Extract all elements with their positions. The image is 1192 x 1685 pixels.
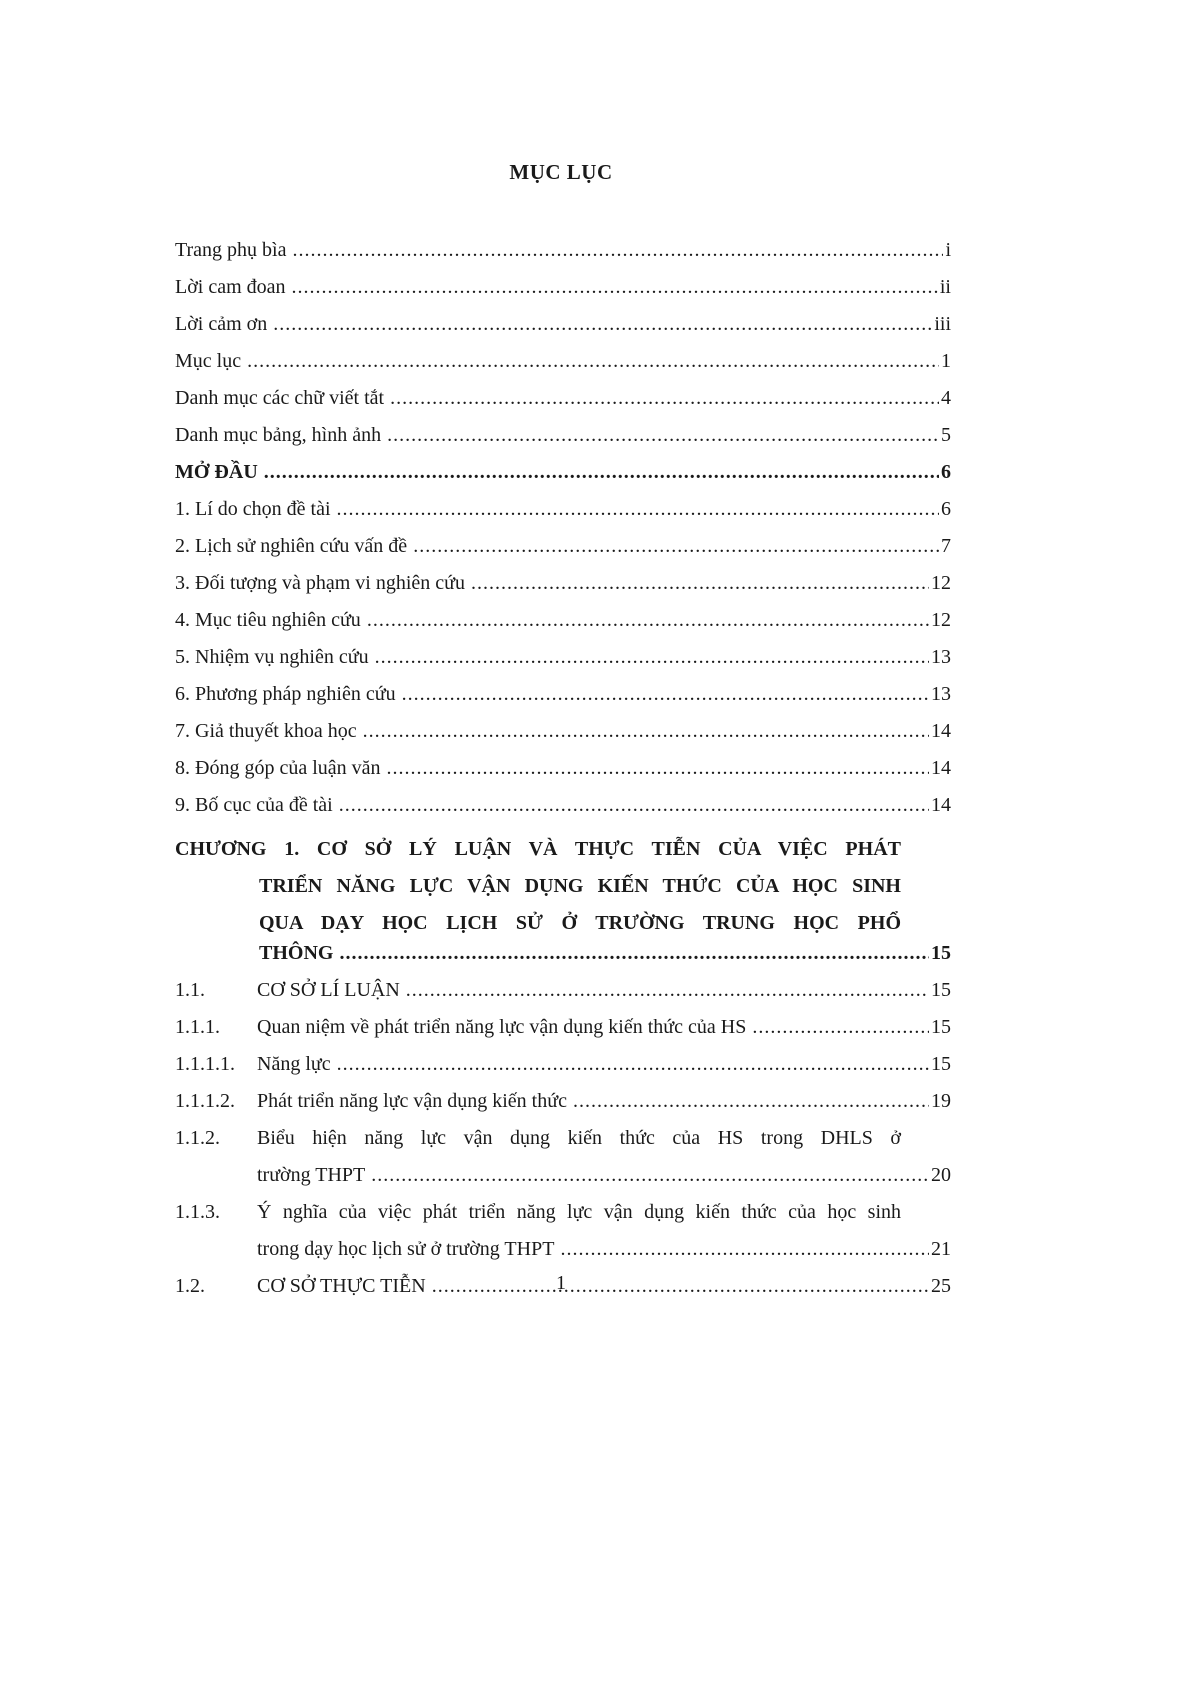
- toc-entry-section-1-1-3[interactable]: [175, 1201, 951, 1275]
- page-title: MỤC LỤC: [509, 160, 613, 184]
- toc-entry-page: iii: [934, 313, 951, 335]
- dot-leader: [390, 387, 939, 410]
- dot-leader: [337, 498, 939, 521]
- dot-leader: [292, 276, 938, 299]
- toc-entry-page: 7: [941, 535, 951, 557]
- toc-entry-intro-item[interactable]: [175, 646, 951, 683]
- toc-entry-page: 6: [941, 498, 951, 520]
- section-number: 1.1.3.: [175, 1201, 220, 1223]
- toc-entry-page: 12: [931, 572, 951, 594]
- toc-entry-label: Phát triển năng lực vận dụng kiến thức: [257, 1090, 567, 1112]
- toc-entry-label: 7. Giả thuyết khoa học: [175, 720, 357, 742]
- toc-entry-contents[interactable]: [175, 350, 951, 387]
- toc-entry-continuation: [175, 1164, 951, 1201]
- toc-entry-introduction[interactable]: [175, 461, 951, 498]
- toc-entry-declaration[interactable]: [175, 276, 951, 313]
- toc-entry-cover-page[interactable]: [175, 239, 951, 276]
- dot-leader: [413, 535, 939, 558]
- dot-leader: [573, 1090, 929, 1113]
- toc-entry-intro-item[interactable]: [175, 757, 951, 794]
- dot-leader: [471, 572, 929, 595]
- dot-leader: [560, 1238, 929, 1261]
- dot-leader: [363, 720, 929, 743]
- toc-entry-label: trong dạy học lịch sử ở trường THPT: [257, 1238, 555, 1260]
- toc-entry-page: 13: [931, 683, 951, 705]
- toc-entry-label: THÔNG: [259, 942, 334, 964]
- dot-leader: [406, 979, 929, 1002]
- toc-entry-label: 5. Nhiệm vụ nghiên cứu: [175, 646, 369, 668]
- toc-entry-label: CƠ SỞ LÍ LUẬN: [257, 979, 400, 1001]
- toc-entry-label: 8. Đóng góp của luận văn: [175, 757, 381, 779]
- toc-entry-page: 21: [931, 1238, 951, 1260]
- toc-entry-continuation: [175, 1238, 951, 1275]
- toc-entry-page: 13: [931, 646, 951, 668]
- dot-leader: [367, 609, 929, 632]
- toc-entry-label: 2. Lịch sử nghiên cứu vấn đề: [175, 535, 408, 557]
- toc-entry-label: Ý nghĩa của việc phát triển năng lực vận dụng kiến thức của học sinh: [257, 1201, 901, 1223]
- toc-entry-chapter-1[interactable]: [175, 831, 951, 979]
- chapter-title-line: CHƯƠNG 1. CƠ SỞ LÝ LUẬN VÀ THỰC TIỄN CỦA VIỆC PHÁT: [175, 838, 901, 860]
- chapter-title-last-line: [175, 942, 951, 979]
- toc-entry-intro-item[interactable]: [175, 683, 951, 720]
- section-number: 1.1.: [175, 979, 205, 1001]
- section-number: 1.1.2.: [175, 1127, 220, 1149]
- toc-entry-label: 4. Mục tiêu nghiên cứu: [175, 609, 361, 631]
- toc-entry-label: 1. Lí do chọn đề tài: [175, 498, 331, 520]
- dot-leader: [339, 942, 929, 965]
- toc-entry-section-1-1-1-2[interactable]: [175, 1090, 951, 1127]
- toc-entry-intro-item[interactable]: [175, 609, 951, 646]
- toc-entry-page: ii: [939, 276, 951, 298]
- toc-entry-abbreviations[interactable]: [175, 387, 951, 424]
- toc-entry-tables-figures[interactable]: [175, 424, 951, 461]
- dot-leader: [375, 646, 929, 669]
- toc-entry-intro-item[interactable]: [175, 535, 951, 572]
- toc-entry-page: 15: [931, 942, 951, 964]
- toc-entry-page: 5: [941, 424, 951, 446]
- toc-entry-label: Quan niệm về phát triển năng lực vận dụng kiến thức của HS: [257, 1016, 747, 1038]
- toc-entry-label: Biểu hiện năng lực vận dụng kiến thức của HS trong DHLS ở: [257, 1127, 901, 1149]
- dot-leader: [752, 1016, 929, 1039]
- toc-entry-page: 20: [931, 1164, 951, 1186]
- toc-entry-label: CƠ SỞ THỰC TIỄN: [257, 1275, 426, 1297]
- toc-entry-page: 15: [931, 1016, 951, 1038]
- toc-entry-page: 15: [931, 1053, 951, 1075]
- toc-entry-page: 19: [931, 1090, 951, 1112]
- toc-entry-intro-item[interactable]: [175, 720, 951, 757]
- toc-entry-first-line: [175, 1127, 951, 1164]
- toc-entry-label: 6. Phương pháp nghiên cứu: [175, 683, 396, 705]
- toc-entry-intro-item[interactable]: [175, 498, 951, 535]
- dot-leader: [371, 1164, 929, 1187]
- toc-entry-intro-item[interactable]: [175, 572, 951, 609]
- toc-entry-first-line: [175, 1201, 951, 1238]
- section-number: 1.1.1.: [175, 1016, 220, 1038]
- toc-entry-page: 14: [931, 720, 951, 742]
- toc-entry-page: 15: [931, 979, 951, 1001]
- toc-entry-page: 14: [931, 757, 951, 779]
- toc-entry-label: Danh mục các chữ viết tắt: [175, 387, 385, 409]
- dot-leader: [264, 461, 939, 484]
- page-number: 1: [556, 1272, 566, 1294]
- dot-leader: [387, 757, 929, 780]
- toc-entry-intro-item[interactable]: [175, 794, 951, 831]
- toc-entry-page: 4: [941, 387, 951, 409]
- toc-entry-label: Lời cảm ơn: [175, 313, 268, 335]
- chapter-title-line: QUA DẠY HỌC LỊCH SỬ Ở TRƯỜNG TRUNG HỌC PHỔ: [259, 912, 901, 934]
- toc-entry-section-1-1[interactable]: [175, 979, 951, 1016]
- toc-entry-label: Danh mục bảng, hình ảnh: [175, 424, 382, 446]
- toc-entry-label: Trang phụ bìa: [175, 239, 287, 261]
- toc-entry-section-1-1-2[interactable]: [175, 1127, 951, 1201]
- dot-leader: [339, 794, 929, 817]
- section-number: 1.1.1.1.: [175, 1053, 235, 1075]
- table-of-contents: [175, 239, 951, 1312]
- toc-entry-label: trường THPT: [257, 1164, 366, 1186]
- section-number: 1.2.: [175, 1275, 205, 1297]
- dot-leader: [337, 1053, 929, 1076]
- toc-entry-label: 3. Đối tượng và phạm vi nghiên cứu: [175, 572, 465, 594]
- toc-entry-page: 6: [941, 461, 951, 483]
- toc-entry-page: 12: [931, 609, 951, 631]
- toc-entry-label: 9. Bố cục của đề tài: [175, 794, 333, 816]
- toc-entry-label: Lời cam đoan: [175, 276, 286, 298]
- toc-entry-label: Năng lực: [257, 1053, 331, 1075]
- dot-leader: [247, 350, 939, 373]
- toc-entry-page: 25: [931, 1275, 951, 1297]
- toc-entry-label: MỞ ĐẦU: [175, 461, 258, 483]
- dot-leader: [402, 683, 929, 706]
- section-number: 1.1.1.2.: [175, 1090, 235, 1112]
- dot-leader: [292, 239, 943, 262]
- toc-entry-section-1-1-1[interactable]: [175, 1016, 951, 1053]
- dot-leader: [273, 313, 932, 336]
- dot-leader: [387, 424, 939, 447]
- chapter-title-line: TRIỂN NĂNG LỰC VẬN DỤNG KIẾN THỨC CỦA HỌC SINH: [259, 875, 901, 897]
- toc-entry-label: Mục lục: [175, 350, 242, 372]
- toc-entry-section-1-1-1-1[interactable]: [175, 1053, 951, 1090]
- toc-entry-page: 14: [931, 794, 951, 816]
- toc-entry-acknowledgements[interactable]: [175, 313, 951, 350]
- toc-entry-page: i: [945, 239, 951, 261]
- toc-entry-page: 1: [941, 350, 951, 372]
